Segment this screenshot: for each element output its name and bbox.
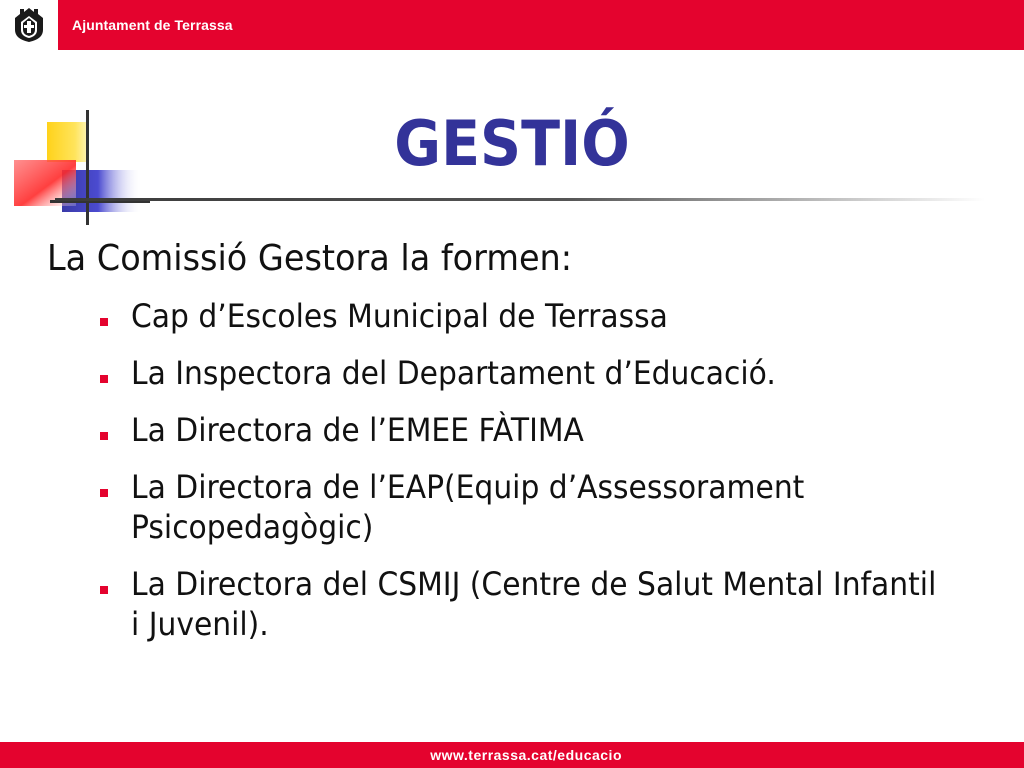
slide-title: GESTIÓ: [394, 107, 630, 180]
list-item: [96, 410, 996, 450]
square-bullet-icon: [100, 318, 108, 326]
square-bullet-icon: [100, 432, 108, 440]
square-bullet-icon: [100, 586, 108, 594]
list-item: [96, 467, 996, 547]
footer-url-link[interactable]: www.terrassa.cat/educacio: [430, 747, 622, 763]
list-item-text: Cap d’Escoles Municipal de Terrassa: [131, 297, 668, 335]
list-item-text: La Directora de l’EMEE FÀTIMA: [131, 411, 584, 449]
organization-name: Ajuntament de Terrassa: [72, 17, 233, 33]
header-bar: [0, 0, 1024, 50]
footer-bar: [0, 742, 1024, 768]
square-bullet-icon: [100, 375, 108, 383]
list-item: [96, 296, 996, 336]
terrassa-coat-of-arms-icon: [10, 6, 48, 44]
list-item-text: La Directora del CSMIJ (Centre de Salut Mental Infantil i Juvenil).: [131, 565, 937, 643]
list-item-text: La Directora de l’EAP(Equip d’Assessorament Psicopedagògic): [131, 468, 805, 546]
bullet-list: [96, 296, 996, 661]
square-bullet-icon: [100, 489, 108, 497]
list-item: [96, 564, 996, 644]
list-item: [96, 353, 996, 393]
intro-text: La Comissió Gestora la formen:: [47, 238, 573, 279]
list-item-text: La Inspectora del Departament d’Educació.: [131, 354, 776, 392]
title-divider: [55, 198, 985, 201]
logo-container: [0, 0, 58, 50]
